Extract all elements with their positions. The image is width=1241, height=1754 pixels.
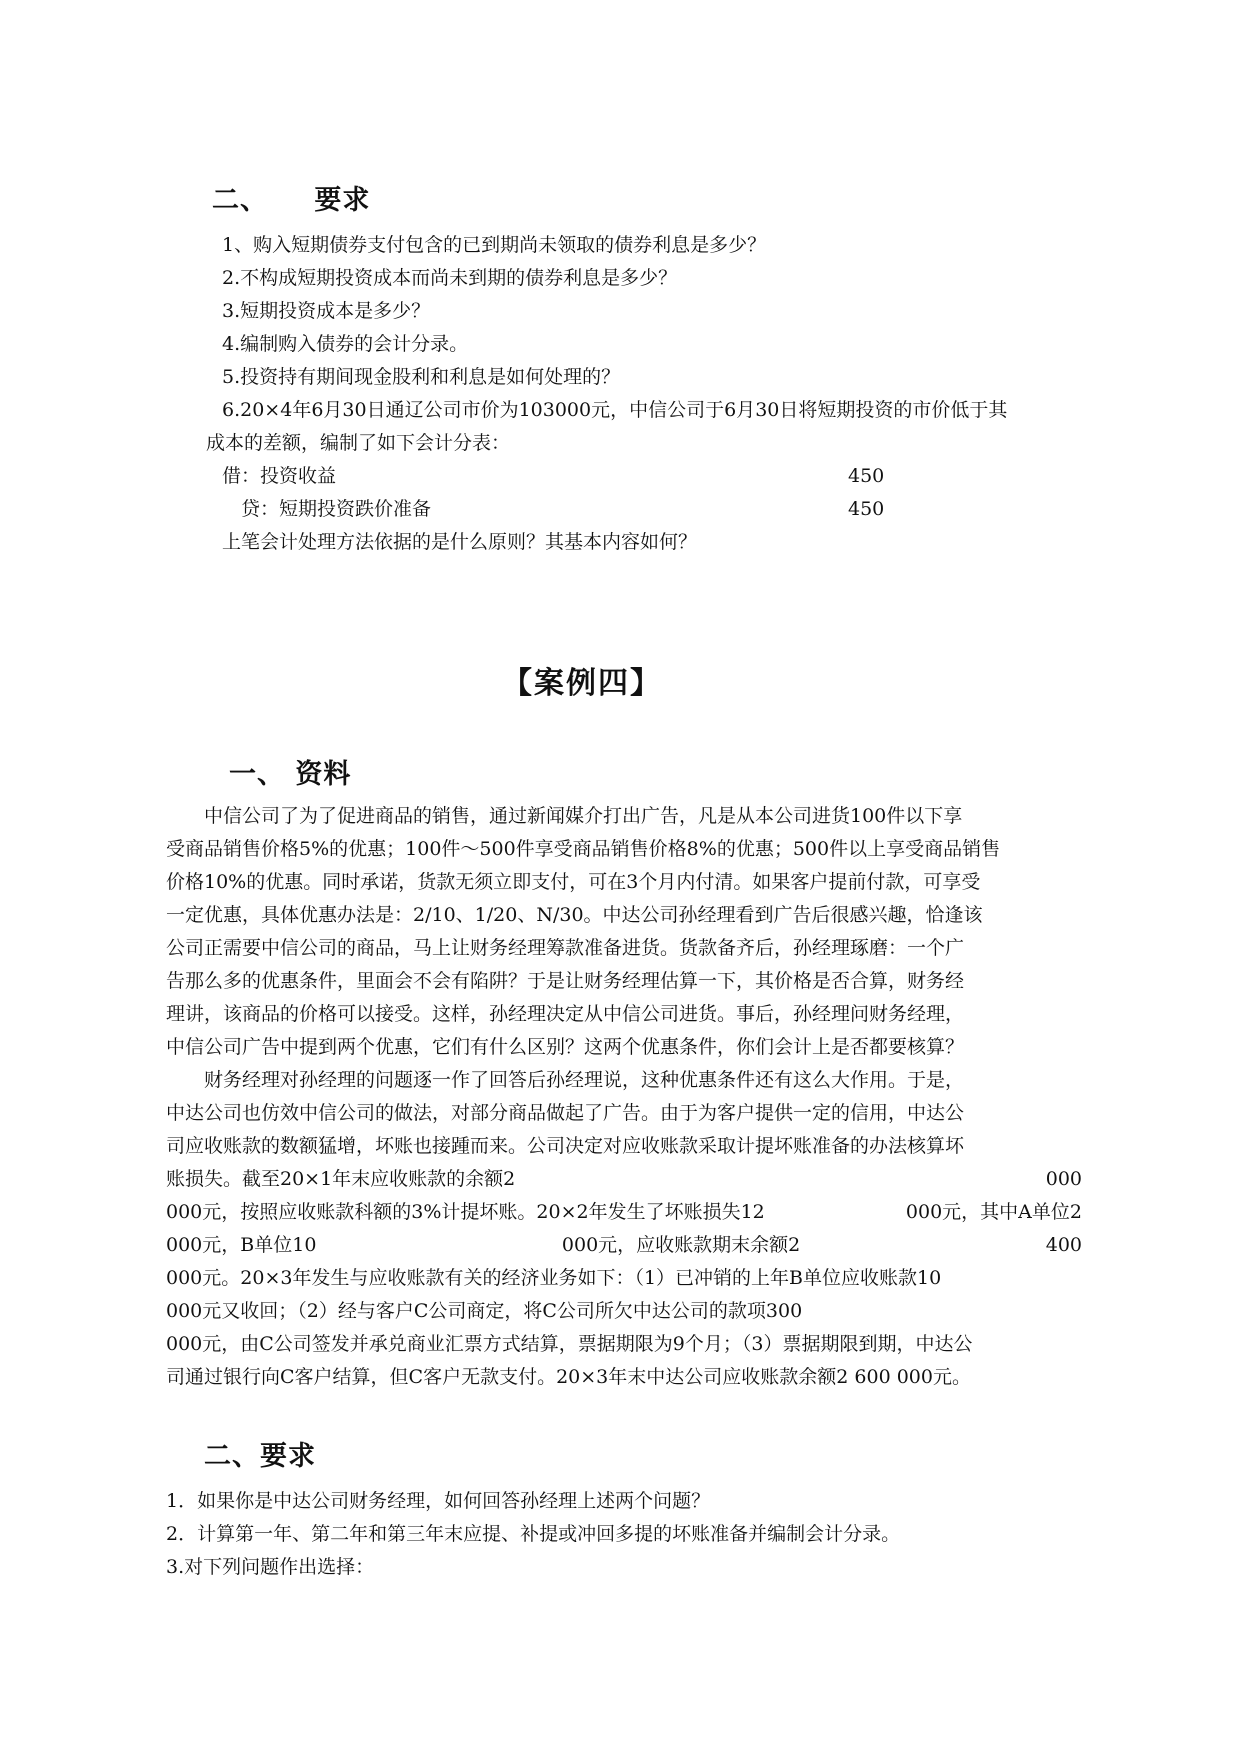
text-line: 000元又收回；（2）经与客户C公司商定，将C公司所欠中达公司的款项300 (166, 1300, 803, 1322)
requirement-item-3: 3.短期投资成本是多少？ (222, 300, 431, 322)
materials-paragraph-2 (166, 1064, 1082, 1394)
text-line: 司应收账款的数额猛增，坏账也接踵而来。公司决定对应收账款采取计提坏账准备的办法核算坏 (166, 1135, 965, 1157)
section-heading-requirements-2: 二、要求 (204, 1441, 316, 1472)
text-line: 中信公司广告中提到两个优惠，它们有什么区别？这两个优惠条件，你们会计上是否都要核算？ (166, 1036, 965, 1058)
requirement-item-4: 4.编制购入债券的会计分录。 (222, 333, 469, 355)
text-line: 000元，由C公司签发并承兑商业汇票方式结算，票据期限为9个月；（3）票据期限到期，中达公 (166, 1333, 973, 1355)
requirement-item-6-line2: 成本的差额，编制了如下会计分表： (206, 432, 511, 454)
text-segment: 000元，B单位10 (166, 1234, 317, 1256)
text-line: 财务经理对孙经理的问题逐一作了回答后孙经理说，这种优惠条件还有这么大作用。于是， (204, 1069, 965, 1091)
text-line (166, 1163, 1082, 1196)
journal-debit-label: 借：投资收益 (222, 465, 337, 487)
text-segment: 000元，应收账款期末余额2 (561, 1234, 801, 1256)
text-segment: 400 (1045, 1234, 1082, 1256)
section-heading-requirements (212, 178, 370, 217)
heading-number: 二、 (212, 185, 268, 216)
text-line: 000元。20×3年发生与应收账款有关的经济业务如下：（1）已冲销的上年B单位应收账款10 (166, 1267, 942, 1289)
requirement-item-5: 5.投资持有期间现金股利和利息是如何处理的？ (222, 366, 621, 388)
text-segment: 000 (1045, 1168, 1082, 1190)
text-line: 公司正需要中信公司的商品，马上让财务经理筹款准备进货。货款备齐后，孙经理琢磨：一个广 (166, 937, 965, 959)
requirement-item-1: 1、购入短期债券支付包含的已到期尚未领取的债券利息是多少？ (222, 234, 767, 256)
text-line: 受商品销售价格5%的优惠；100件～500件享受商品销售价格8%的优惠；500件以上享受商品销售 (166, 838, 1001, 860)
journal-debit-amount: 450 (848, 465, 885, 487)
text-line: 中达公司也仿效中信公司的做法，对部分商品做起了广告。由于为客户提供一定的信用，中达公 (166, 1102, 965, 1124)
requirement-item-2: 2.不构成短期投资成本而尚未到期的债券利息是多少？ (222, 267, 678, 289)
case-title: 【案例四】 (502, 666, 662, 701)
heading-text: 要求 (314, 185, 371, 216)
section-heading-materials: 一、 资料 (229, 759, 352, 790)
principle-question: 上笔会计处理方法依据的是什么原则？其基本内容如何？ (222, 531, 698, 553)
text-line: 理讲，该商品的价格可以接受。这样，孙经理决定从中信公司进货。事后，孙经理问财务经理， (166, 1003, 965, 1025)
requirement-item-6-line1: 6.20×4年6月30日通辽公司市价为103000元，中信公司于6月30日将短期投资的市价低于其 (222, 399, 1008, 421)
text-line (166, 1196, 1082, 1229)
text-line: 价格10%的优惠。同时承诺，货款无须立即支付，可在3个月内付清。如果客户提前付款，可享受 (166, 871, 981, 893)
text-segment: 账损失。截至20×1年末应收账款的余额2 (166, 1168, 516, 1190)
requirement-item-2: 2．计算第一年、第二年和第三年末应提、补提或冲回多提的坏账准备并编制会计分录。 (166, 1523, 901, 1545)
text-line: 司通过银行向C客户结算，但C客户无款支付。20×3年末中达公司应收账款余额2 600 000元。 (166, 1366, 971, 1388)
text-line: 中信公司了为了促进商品的销售，通过新闻媒介打出广告，凡是从本公司进货100件以下享 (204, 805, 963, 827)
text-line: 告那么多的优惠条件，里面会不会有陷阱？于是让财务经理估算一下，其价格是否合算，财务经 (166, 970, 965, 992)
requirement-item-3: 3.对下列问题作出选择： (166, 1556, 375, 1578)
text-line (166, 1229, 1082, 1262)
materials-paragraph-1 (166, 800, 1082, 1064)
journal-credit-label: 贷：短期投资跌价准备 (241, 498, 432, 520)
requirement-item-1: 1．如果你是中达公司财务经理，如何回答孙经理上述两个问题？ (166, 1490, 711, 1512)
text-segment: 000元，按照应收账款科额的3%计提坏账。20×2年发生了坏账损失12 (166, 1201, 765, 1223)
text-line: 一定优惠，具体优惠办法是：2/10、1/20、N/30。中达公司孙经理看到广告后很感兴趣，恰逢该 (166, 904, 983, 926)
journal-credit-amount: 450 (848, 498, 885, 520)
text-segment: 000元，其中A单位2 (905, 1201, 1082, 1223)
